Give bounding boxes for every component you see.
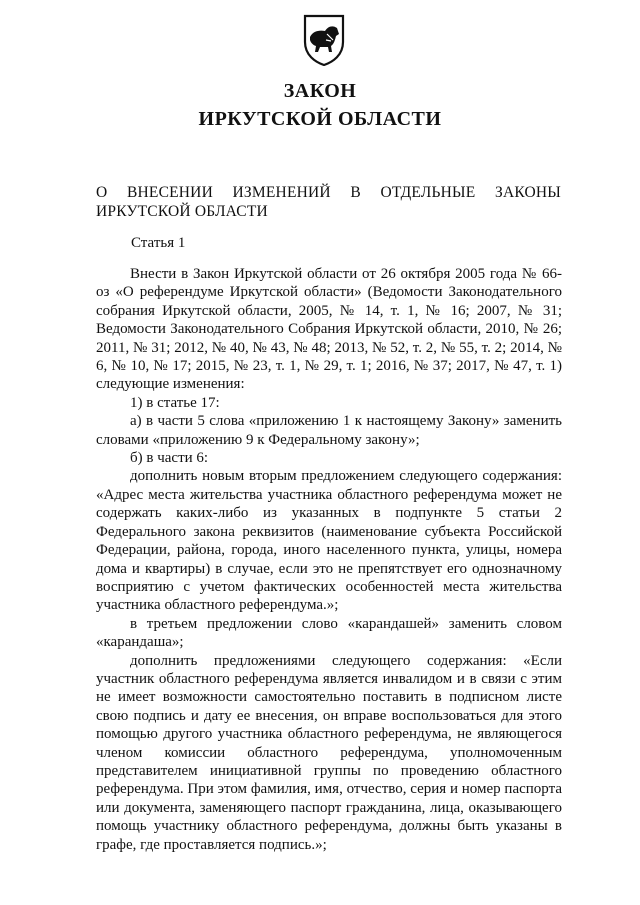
paragraph: б) в части 6: (130, 450, 209, 467)
paragraph: дополнить предложениями следующего содержания: «Если участник областного референдума является инвалидом и в связи с этим не имеет возможности самостоятельно поставить в подписном листе свою подпись и дату ее внесения, он вправе воспользоваться для этого помощью другого участника областного референдума, не являющегося членом комиссии областного референдума, уполномоченным представителем инициативной группы по проведению областного референдума. При этом фамилия, имя, отчество, серия и номер паспорта или документа, заменяющего паспорт гражданина, лица, оказывающего помощь участнику областного референдума, должны быть указаны в графе, где проставляется подпись.»; (96, 652, 562, 853)
document-heading: О ВНЕСЕНИИ ИЗМЕНЕНИЙ В ОТДЕЛЬНЫЕ ЗАКОНЫ ИРКУТСКОЙ ОБЛАСТИ (96, 184, 561, 220)
document-body (96, 265, 562, 854)
law-region-title: ИРКУТСКОЙ ОБЛАСТИ (198, 108, 442, 130)
paragraph: Внести в Закон Иркутской области от 26 октября 2005 года № 66-оз «О референдуме Иркутской области» (Ведомости Законодательного собрания Иркутской области, 2005, № 14, т. 1, № 16; 2007, № 31; Ведомости Законодательного Собрания Иркутской области, 2010, № 26; 2011, № 31; 2012, № 40, № 43, № 48; 2013, № 52, т. 2, № 55, т. 2; 2014, № 6, № 10, № 17; 2015, № 23, т. 1, № 29, т. 1; 2016, № 37; 2017, № 47, т. 1) следующие изменения: (96, 266, 562, 393)
paragraph: а) в части 5 слова «приложению 1 к настоящему Закону» заменить словами «приложению 9 к Федеральному закону»; (96, 413, 562, 448)
article-number: Статья 1 (131, 235, 186, 251)
paragraph: дополнить новым вторым предложением следующего содержания: «Адрес места жительства участника областного референдума может не содержать каких-либо из указанных в подпункте 5 статьи 2 Федерального закона реквизитов (наименование субъекта Российской Федерации, района, города, иного населенного пункта, улицы, номера дома и квартиры) в случае, если это не препятствует его однозначному восприятию с учетом фактических особенностей места жительства участника областного референдума.»; (96, 468, 562, 614)
paragraph: 1) в статье 17: (130, 394, 220, 411)
law-title: ЗАКОН (283, 80, 357, 102)
irkutsk-coat-of-arms-icon (302, 14, 346, 66)
paragraph: в третьем предложении слово «карандашей» заменить словом «карандаша»; (96, 615, 562, 651)
